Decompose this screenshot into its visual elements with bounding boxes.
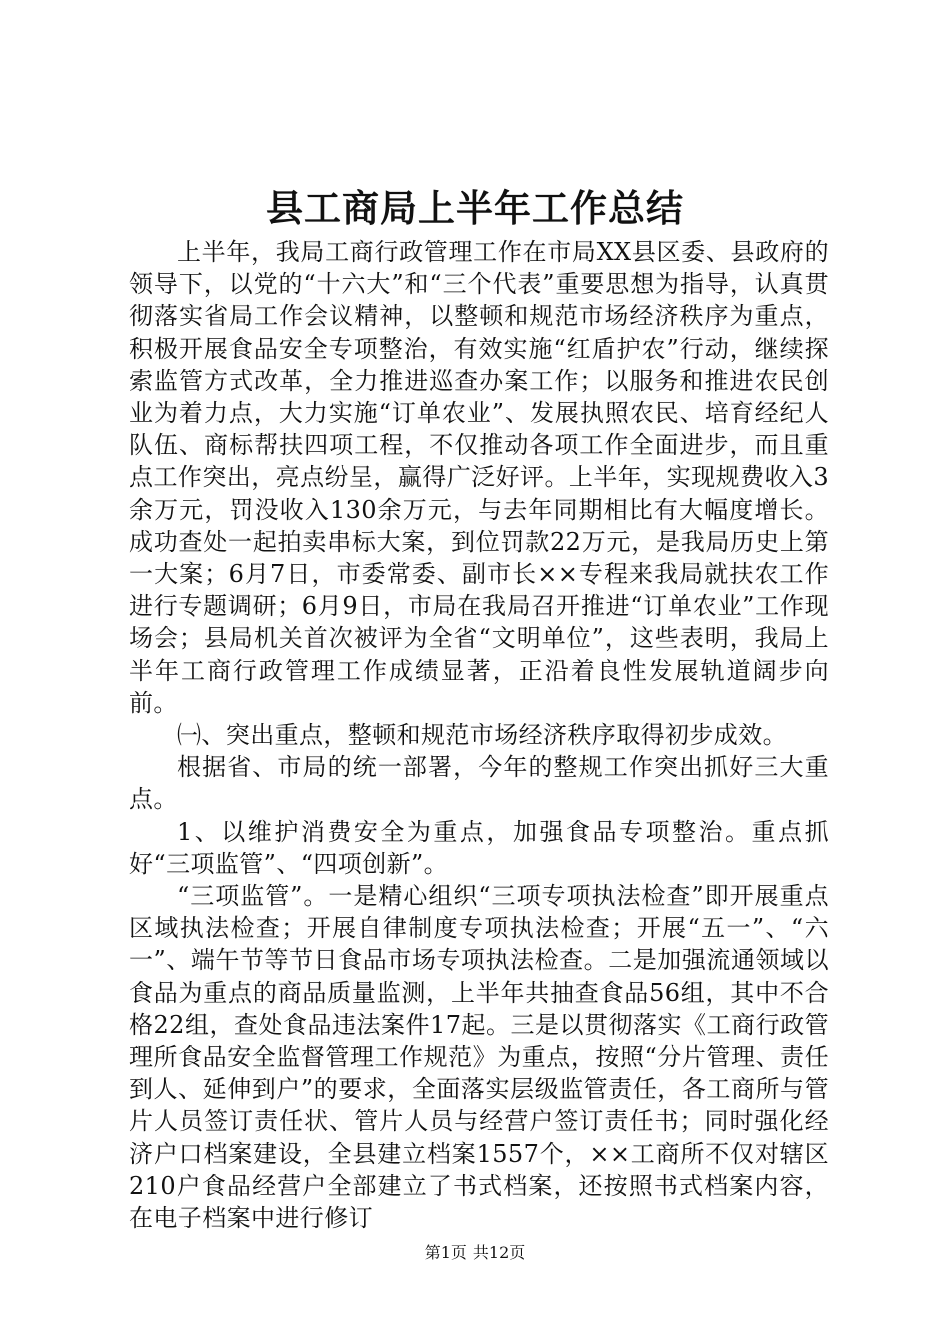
page-footer xyxy=(0,1243,950,1263)
paragraph-deployment: 根据省、市局的统一部署，今年的整规工作突出抓好三大重点。 xyxy=(129,753,829,814)
paragraph-section-heading: ㈠、突出重点，整顿和规范市场经济秩序取得初步成效。 xyxy=(177,721,787,750)
paragraph-three-supervisions: “三项监管”。一是精心组织“三项专项执法检查”即开展重点区域执法检查；开展自律制度专项执法检查；开展“五一”、“六一”、端午节等节日食品市场专项执法检查。二是加强流通领域以食品为重点的商品质量监测，上半年共抽查食品56组，其中不合格22组，查处食品违法案件17起。三是以贯彻落实《工商行政管理所食品安全监督管理工作规范》为重点，按照“分片管理、责任到人、延伸到户”的要求，全面落实层级监管责任，各工商所与管片人员签订责任状、管片人员与经营户签订责任书；同时强化经济户口档案建设，全县建立档案1557个，××工商所不仅对辖区210户食品经营户全部建立了书式档案，还按照书式档案内容，在电子档案中进行修订 xyxy=(129,882,829,1233)
page-number: 第1页 xyxy=(424,1243,467,1262)
page-total: 共12页 xyxy=(472,1243,526,1262)
document-body xyxy=(129,236,829,1234)
paragraph-summary: 上半年，我局工商行政管理工作在市局XX县区委、县政府的领导下，以党的“十六大”和“三个代表”重要思想为指导，认真贯彻落实省局工作会议精神，以整顿和规范市场经济秩序为重点，积极开展食品安全专项整治，有效实施“红盾护农”行动，继续探索监管方式改革，全力推进巡查办案工作；以服务和推进农民创业为着力点，大力实施“订单农业”、发展执照农民、培育经纪人队伍、商标帮扶四项工程，不仅推动各项工作全面进步，而且重点工作突出，亮点纷呈，赢得广泛好评。上半年，实现规费收入3余万元，罚没收入130余万元，与去年同期相比有大幅度增长。成功查处一起拍卖串标大案，到位罚款22万元，是我局历史上第一大案；6月7日，市委常委、副市长××专程来我局就扶农工作进行专题调研；6月9日，市局在我局召开推进“订单农业”工作现场会；县局机关首次被评为全省“文明单位”，这些表明，我局上半年工商行政管理工作成绩显著，正沿着良性发展轨道阔步向前。 xyxy=(129,238,829,717)
document-title: 县工商局上半年工作总结 xyxy=(266,186,684,230)
paragraph-item-1: 1、以维护消费安全为重点，加强食品专项整治。重点抓好“三项监管”、“四项创新”。 xyxy=(129,817,829,878)
